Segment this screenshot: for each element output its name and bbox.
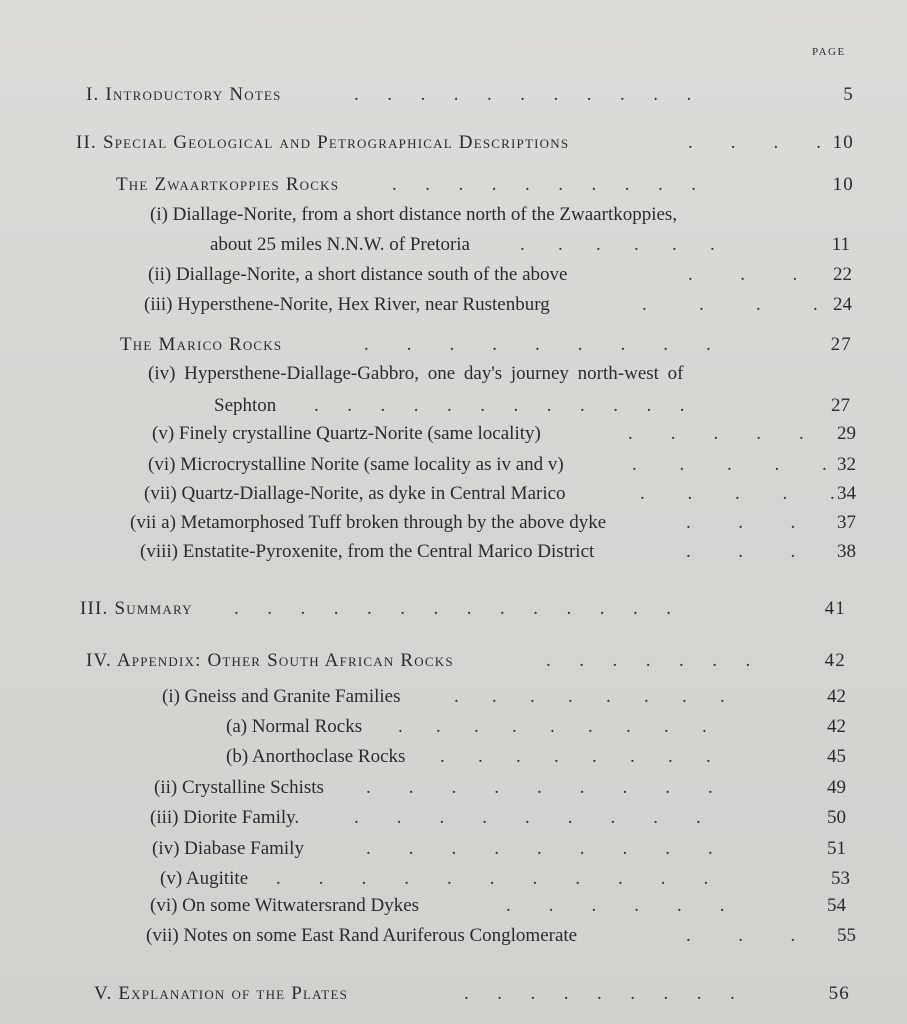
dot-leader: . . . . . . . . . [354, 807, 701, 828]
toc-entry-diallage-norite-ii [148, 263, 866, 287]
toc-entry-label: II. Special Geological and Petrographical Descriptions [76, 132, 570, 153]
toc-page-number: 24 [833, 294, 852, 315]
toc-page-number: 53 [831, 868, 850, 889]
toc-page-number: 10 [832, 174, 854, 195]
dot-leader: . . . . . . [520, 234, 715, 255]
dot-leader: . . . . . . . . . . [392, 174, 696, 195]
toc-entry-special-descriptions [76, 131, 866, 155]
dot-leader: . . . . . . . . . [364, 334, 711, 355]
toc-page-number: 55 [837, 925, 856, 946]
dot-leader: . . . . . [632, 454, 827, 475]
toc-entry-label: (iv) Hypersthene-Diallage-Gabbro, one day's journey north-west of [148, 363, 684, 384]
dot-leader: . . . . . . [506, 895, 725, 916]
toc-entry-introductory-notes [86, 83, 866, 107]
toc-entry-summary [80, 597, 866, 621]
dot-leader: . . . . . . . . . [464, 983, 735, 1004]
toc-page-number: 11 [831, 234, 850, 255]
toc-page-number: 51 [827, 838, 846, 859]
toc-entry-label: (vi) On some Witwatersrand Dykes [150, 895, 420, 916]
dot-leader: . . . . . . . . . . . [354, 84, 692, 105]
toc-entry-label: (iv) Diabase Family [152, 838, 304, 859]
toc-entry-label: (i) Gneiss and Granite Families [162, 686, 401, 707]
dot-leader: . . . . [642, 294, 818, 315]
toc-entry-label: (ii) Crystalline Schists [154, 777, 324, 798]
toc-page-number: 50 [827, 807, 846, 828]
toc-entry-label: (b) Anorthoclase Rocks [226, 746, 406, 767]
toc-entry-label: The Marico Rocks [120, 334, 283, 355]
toc-entry-normal-rocks [226, 715, 866, 739]
toc-entry-metamorphosed-tuff [130, 511, 866, 535]
toc-entry-hypersthene-norite [144, 293, 866, 317]
toc-entry-label: (v) Augitite [160, 868, 249, 889]
toc-page-number: 54 [827, 895, 846, 916]
toc-entry-crystalline-schists [154, 776, 866, 800]
dot-leader: . . . . . . . [546, 650, 751, 671]
toc-entry-label: V. Explanation of the Plates [94, 983, 349, 1004]
dot-leader: . . . . . . . . . [398, 716, 707, 737]
toc-entry-anorthoclase-rocks [226, 745, 866, 769]
toc-page-number: 41 [824, 598, 846, 619]
dot-leader: . . . [686, 541, 796, 562]
toc-page-number: 22 [833, 264, 852, 285]
dot-leader: . . . . . . . . . . . . [314, 395, 685, 416]
toc-page-number: 32 [837, 454, 856, 475]
dot-leader: . . . . . [628, 423, 804, 444]
toc-entry-label: I. Introductory Notes [86, 84, 282, 105]
dot-leader: . . . . . [640, 483, 835, 504]
toc-entry-label: The Zwaartkoppies Rocks [116, 174, 340, 195]
toc-entry-gneiss-granite [162, 685, 866, 709]
toc-page-number: 29 [837, 423, 856, 444]
toc-entry-label: (v) Finely crystalline Quartz-Norite (same locality) [152, 423, 541, 444]
dot-leader: . . . [688, 264, 798, 285]
toc-page-number: 27 [830, 334, 852, 355]
toc-entry-diorite-family [150, 806, 866, 830]
dot-leader: . . . . . . . . . [366, 838, 713, 859]
toc-entry-appendix [86, 649, 866, 673]
toc-page-number: 49 [827, 777, 846, 798]
toc-entry-label: III. Summary [80, 598, 193, 619]
toc-entry-east-rand-conglomerate [146, 924, 866, 948]
toc-entry-hypersthene-diallage-gabbro [148, 362, 866, 386]
toc-entry-augitite [160, 867, 866, 891]
toc-entry-quartz-norite [152, 422, 866, 446]
toc-entry-microcrystalline-norite [148, 453, 866, 477]
toc-page-number: 5 [843, 84, 854, 105]
toc-page-number: 34 [837, 483, 856, 504]
toc-entry-explanation-of-plates [94, 982, 866, 1006]
toc-page-number: 56 [828, 983, 850, 1004]
toc-entry-label: (i) Diallage-Norite, from a short distance north of the Zwaartkoppies, [150, 204, 678, 225]
toc-entry-label: (iii) Diorite Family. [150, 807, 300, 828]
dot-leader: . . . . . . . . . [366, 777, 713, 798]
dot-leader: . . . . . . . . [440, 746, 711, 767]
toc-page-number: 42 [827, 686, 846, 707]
page-column-header: PAGE [812, 46, 846, 58]
dot-leader: . . . . . . . . . . . . . . [234, 598, 671, 619]
toc-page-number: 37 [837, 512, 856, 533]
dot-leader: . . . . [688, 132, 821, 153]
toc-entry-marico-rocks [120, 333, 866, 357]
toc-entry-label: (vi) Microcrystalline Norite (same locality as iv and v) [148, 454, 564, 475]
toc-page-number: 10 [832, 132, 854, 153]
toc-entry-continuation: about 25 miles N.N.W. of Pretoria [210, 234, 470, 255]
toc-entry-diallage-norite-i [150, 203, 866, 227]
dot-leader: . . . [686, 925, 796, 946]
toc-page-number: 45 [827, 746, 846, 767]
toc-entry-label: (vii) Quartz-Diallage-Norite, as dyke in Central Marico [144, 483, 566, 504]
toc-page-number: 27 [831, 395, 850, 416]
toc-entry-diabase-family [152, 837, 866, 861]
toc-page-number: 42 [824, 650, 846, 671]
toc-entry-label: (a) Normal Rocks [226, 716, 363, 737]
toc-page-number: 38 [837, 541, 856, 562]
toc-entry-label: (vii) Notes on some East Rand Auriferous Conglomerate [146, 925, 578, 946]
toc-entry-quartz-diallage-norite [144, 482, 866, 506]
toc-entry-label: IV. Appendix: Other South African Rocks [86, 650, 454, 671]
toc-entry-continuation: Sephton [214, 395, 277, 416]
toc-entry-label: (iii) Hypersthene-Norite, Hex River, near Rustenburg [144, 294, 550, 315]
toc-entry-enstatite-pyroxenite [140, 540, 866, 564]
dot-leader: . . . . . . . . . . . [276, 868, 709, 889]
toc-entry-label: (vii a) Metamorphosed Tuff broken through by the above dyke [130, 512, 607, 533]
toc-entry-witwatersrand-dykes [150, 894, 866, 918]
dot-leader: . . . . . . . . [454, 686, 725, 707]
dot-leader: . . . [686, 512, 796, 533]
toc-page-number: 42 [827, 716, 846, 737]
toc-entry-zwaartkoppies-rocks [116, 173, 866, 197]
toc-entry-label: (viii) Enstatite-Pyroxenite, from the Central Marico District [140, 541, 595, 562]
toc-entry-hypersthene-diallage-gabbro-continued [214, 394, 866, 418]
toc-entry-label: (ii) Diallage-Norite, a short distance south of the above [148, 264, 568, 285]
toc-entry-diallage-norite-i-continued [210, 233, 866, 257]
